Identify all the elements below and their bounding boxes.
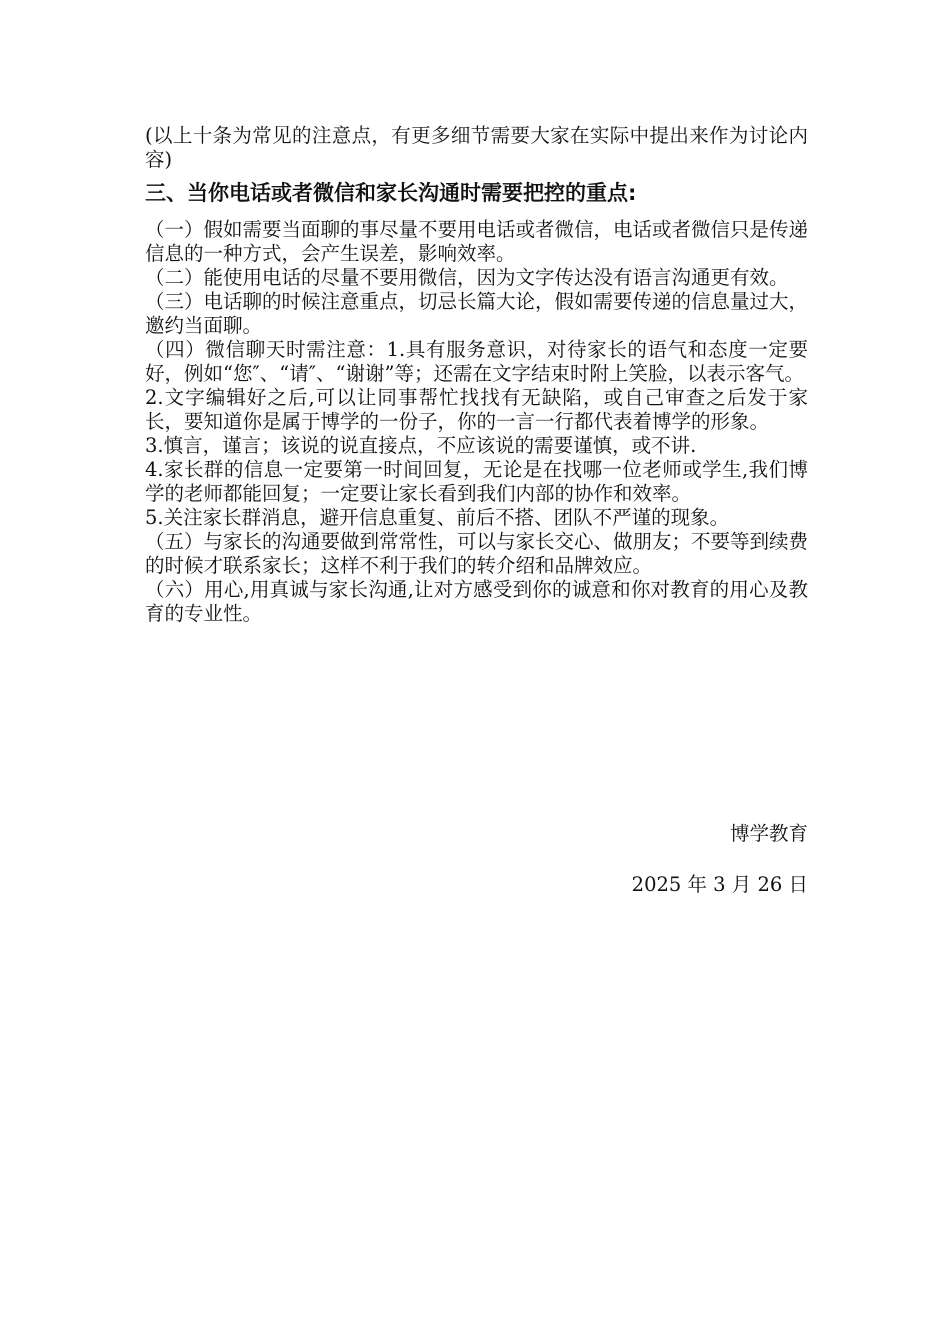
section-heading: 三、当你电话或者微信和家长沟通时需要把控的重点: [145, 181, 637, 205]
intro-note: (以上十条为常见的注意点，有更多细节需要大家在实际中提出来作为讨论内容) [145, 124, 808, 171]
signature-organization: 博学教育 [729, 822, 808, 845]
paragraph-6: 3.慎言，谨言；该说的说直接点，不应该说的需要谨慎，或不讲. [145, 434, 697, 457]
paragraph-5: 2.文字编辑好之后,可以让同事帮忙找找有无缺陷，或自己审查之后发于家长，要知道你是属于博学的一份子，你的一言一行都代表着博学的形象。 [145, 386, 808, 433]
paragraph-2: （二）能使用电话的尽量不要用微信，因为文字传达没有语言沟通更有效。 [145, 266, 789, 289]
paragraph-8: 5.关注家长群消息，避开信息重复、前后不搭、团队不严谨的现象。 [145, 506, 730, 529]
signature-date: 2025 年 3 月 26 日 [631, 873, 808, 896]
paragraph-7: 4.家长群的信息一定要第一时间回复，无论是在找哪一位老师或学生,我们博学的老师都能回复；一定要让家长看到我们内部的协作和效率。 [145, 458, 808, 505]
paragraph-10: （六）用心,用真诚与家长沟通,让对方感受到你的诚意和你对教育的用心及教育的专业性。 [145, 578, 808, 625]
paragraph-9: （五）与家长的沟通要做到常常性，可以与家长交心、做朋友；不要等到续费的时候才联系家长；这样不利于我们的转介绍和品牌效应。 [145, 530, 809, 577]
document-body [145, 124, 808, 626]
paragraph-1: （一）假如需要当面聊的事尽量不要用电话或者微信，电话或者微信只是传递信息的一种方式，会产生误差，影响效率。 [145, 218, 809, 265]
paragraph-4: （四）微信聊天时需注意：1.具有服务意识，对待家长的语气和态度一定要好，例如“您″、“请″、“谢谢”等；还需在文字结束时附上笑脸，以表示客气。 [145, 338, 808, 385]
paragraph-3: （三）电话聊的时候注意重点，切忌长篇大论，假如需要传递的信息量过大，邀约当面聊。 [145, 290, 809, 337]
